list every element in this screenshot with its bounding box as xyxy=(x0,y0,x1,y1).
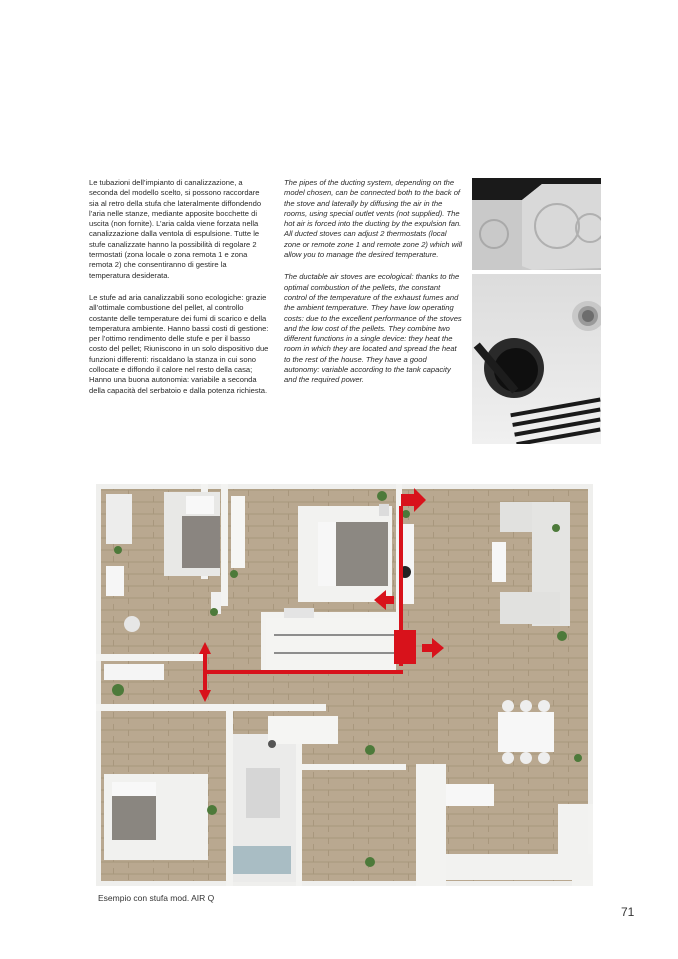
figure-caption: Esempio con stufa mod. AIR Q xyxy=(98,893,215,903)
italian-paragraph-1: Le tubazioni dell’impianto di canalizzazione, a seconda del modello scelto, si possono raccordare sia al retro della stufa che lateralmente diffondendo l’aria nelle stanze, mediante apposite bocchette di uscita (non fornite). L’aria calda viene forzata nella canalizzazione dalla ventola di espulsione. Tutte le stufe canalizzate hanno la possibilità di regolare 2 termostati (zona locale o zona remota 1 e zona remota 2) che consentiranno di gestire la temperatura desiderata. xyxy=(89,178,262,280)
floor-plan-svg xyxy=(96,484,593,886)
english-paragraph-1: The pipes of the ducting system, depending on the model chosen, can be connected both to the back of the stove and laterally by diffusing the air in the rooms, using special outlet vents (not supplied). The hot air is forced into the ducting by the expulsion fan. All ducted stoves can adjust 2 thermostats (local zone or remote zone 1 and remote zone 2) which will allow you to manage the desired temperature. xyxy=(284,178,463,260)
floor-plan-image xyxy=(96,484,593,886)
italian-text-column xyxy=(89,178,269,408)
stove-vent-photo xyxy=(472,178,601,444)
english-text-column xyxy=(284,178,464,398)
page-number: 71 xyxy=(621,905,635,919)
italian-paragraph-2: Le stufe ad aria canalizzabili sono ecologiche: grazie all’ottimale combustione del pellet, al controllo costante delle temperature dei fumi di scarico e della temperatura ambiente. Hanno bassi costi di gestione: per l’ottimo rendimento delle stufe e per il basso costo del pellet; Riuniscono in un solo dispositivo due funzioni differenti: riscaldano la stanza in cui sono collocate e diffondo il calore nel resto della casa; Hanno una buona autonomia: variabile a seconda della capacità del serbatoio e dalla potenza richiesta. xyxy=(89,292,269,395)
english-paragraph-2: The ductable air stoves are ecological: thanks to the optimal combustion of the pellets, the constant control of the temperature of the exhaust fumes and the ambient temperature. They have low operating costs: due to the excellent performance of the stoves and the low cost of the pellets. They combine two different functions in a single device: they heat the room in which they are located and spread the heat to the rest of the house. They have a good autonomy: variable according to the tank capacity and the required power. xyxy=(284,272,462,385)
stove-vent-photo-svg xyxy=(472,178,601,444)
